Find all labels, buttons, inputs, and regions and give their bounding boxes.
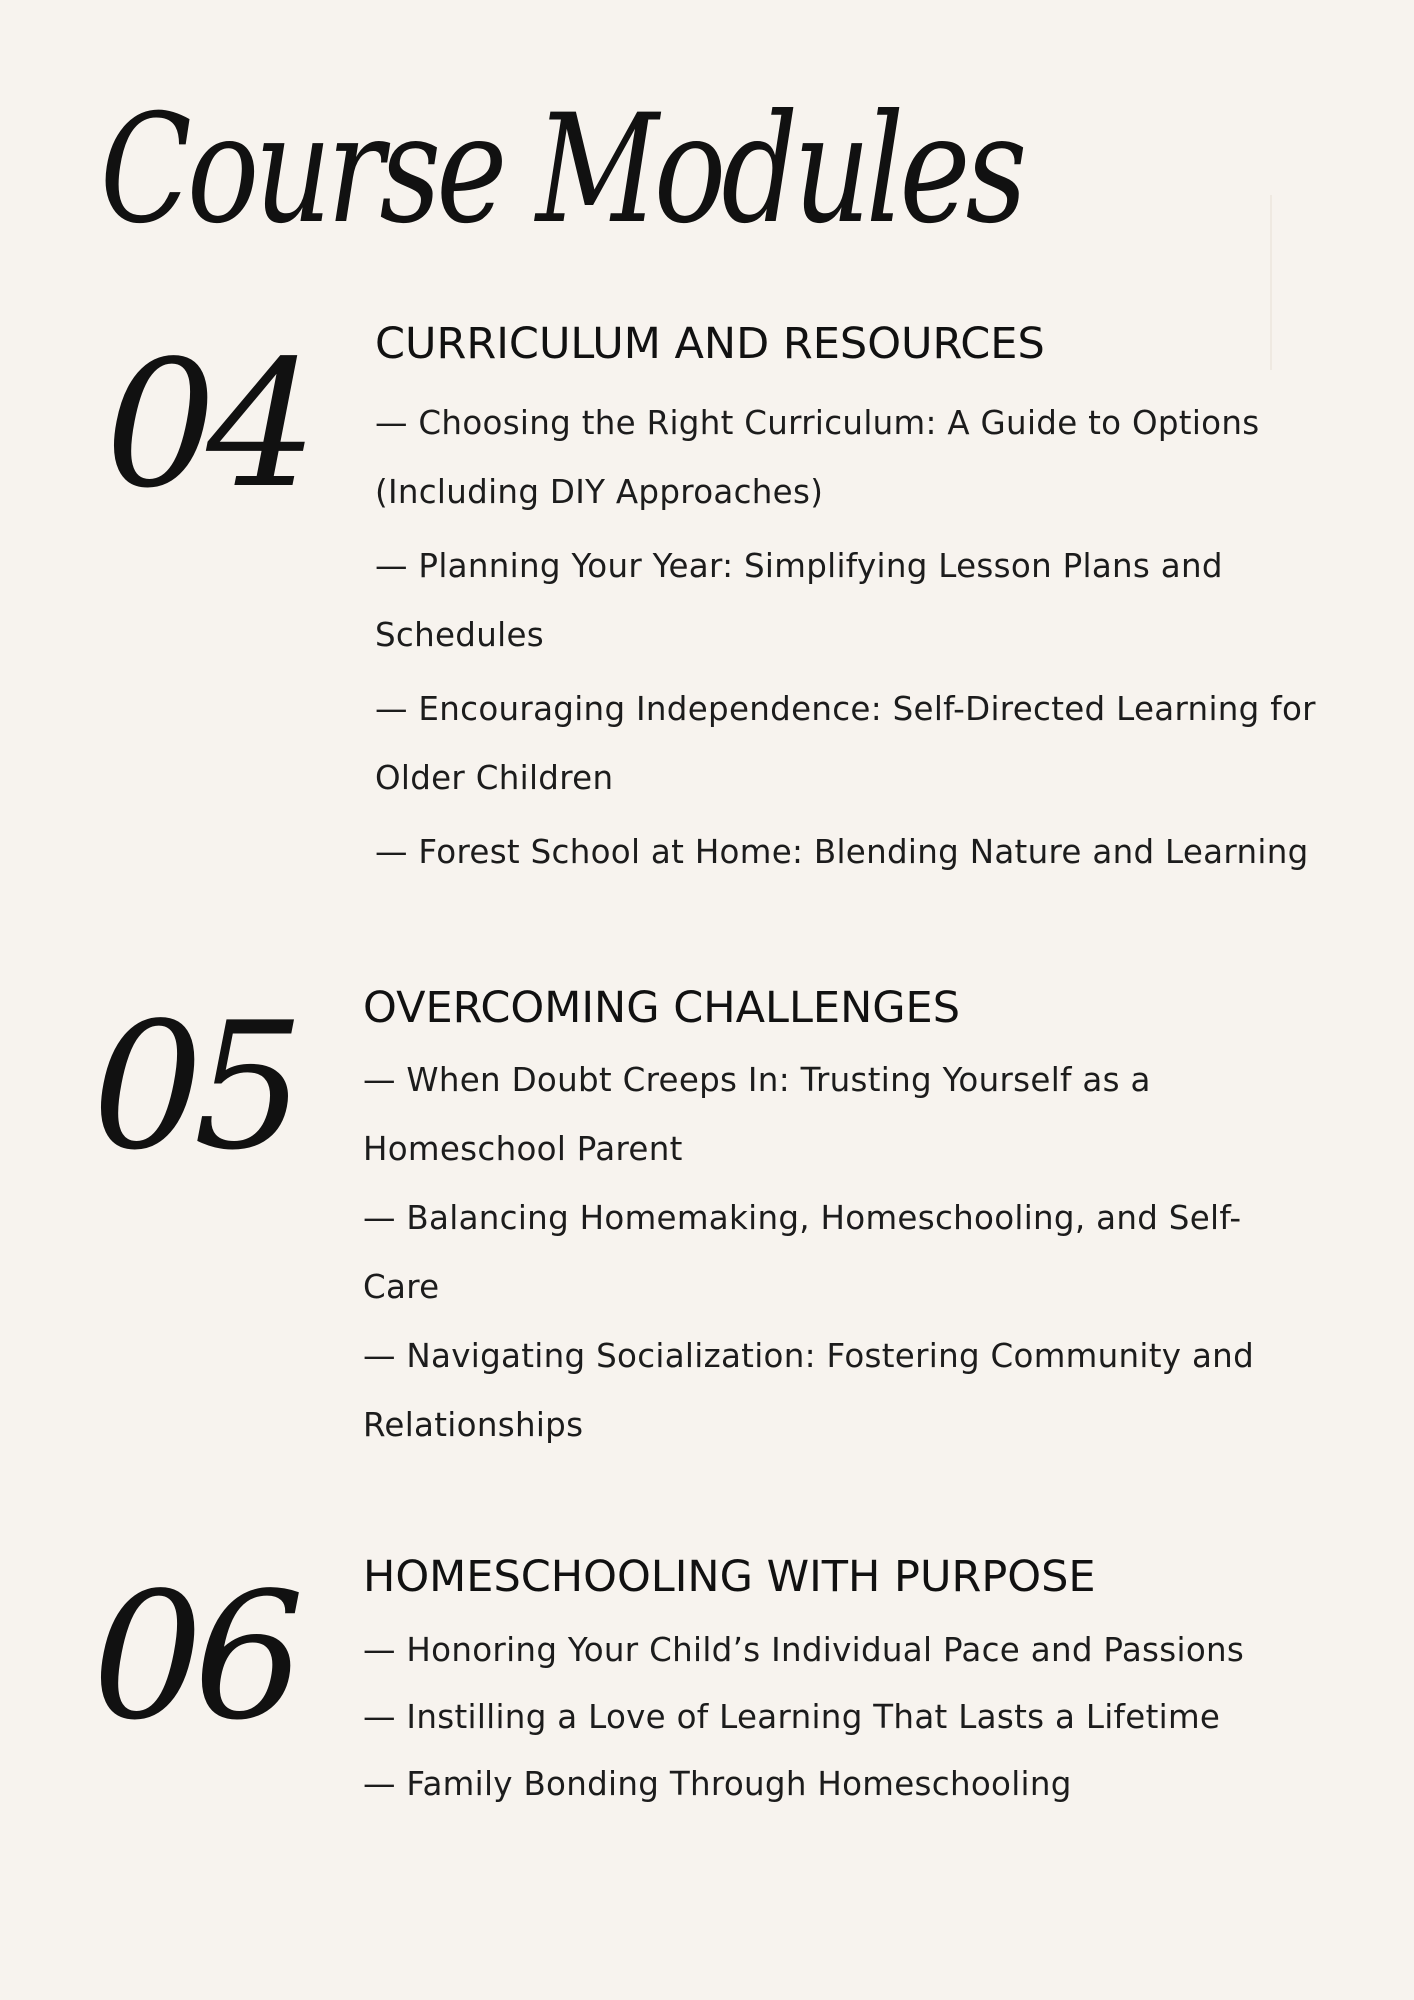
module-number: 05: [92, 986, 295, 1189]
list-item: — Forest School at Home: Blending Nature and Learning: [375, 833, 1309, 871]
module-item-list: [363, 1046, 1263, 1460]
list-item: — Planning Your Year: Simplifying Lesson Plans and Schedules: [375, 547, 1223, 654]
module-heading: OVERCOMING CHALLENGES: [363, 983, 961, 1033]
module-heading: HOMESCHOOLING WITH PURPOSE: [363, 1552, 1096, 1602]
module-heading: CURRICULUM AND RESOURCES: [375, 319, 1045, 369]
list-item: — Encouraging Independence: Self-Directed Learning for Older Children: [375, 690, 1316, 797]
list-item: — Choosing the Right Curriculum: A Guide to Options (Including DIY Approaches): [375, 404, 1260, 511]
list-item: — Honoring Your Child’s Individual Pace and Passions: [363, 1631, 1245, 1669]
list-item: — Instilling a Love of Learning That Lasts a Lifetime: [363, 1698, 1221, 1736]
page-title: Course Modules: [100, 83, 1023, 257]
module-number: 04: [105, 324, 308, 527]
module-item-list: [363, 1617, 1373, 1818]
list-item: — When Doubt Creeps In: Trusting Yourself as a Homeschool Parent: [363, 1061, 1151, 1168]
module-number: 06: [92, 1556, 295, 1759]
module-item-list: [375, 389, 1385, 892]
divider-line: [1270, 195, 1272, 370]
list-item: — Balancing Homemaking, Homeschooling, and Self-Care: [363, 1199, 1242, 1306]
list-item: — Family Bonding Through Homeschooling: [363, 1765, 1072, 1803]
list-item: — Navigating Socialization: Fostering Community and Relationships: [363, 1337, 1255, 1444]
